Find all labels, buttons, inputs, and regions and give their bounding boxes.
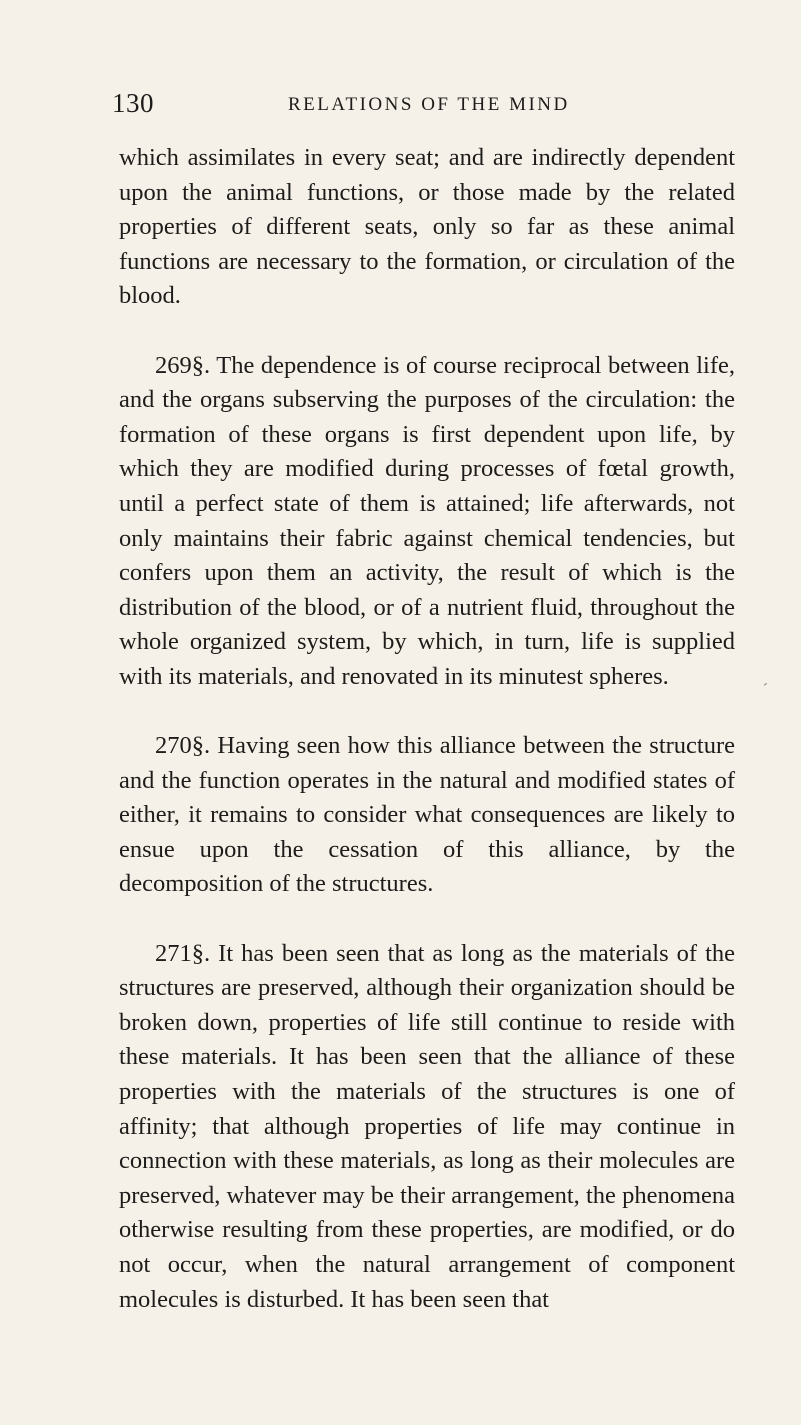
- paragraph-section-271: [119, 937, 735, 1318]
- section-number: 271§.: [155, 939, 211, 967]
- paragraph-text: Having seen how this alliance between the structure and the function operates in the natural and modified states of either, it remains to consider what consequences are likely to ensue upon the cessation of this alliance, by the decomposition of the structures.: [119, 732, 736, 898]
- section-number: 269§.: [155, 351, 211, 379]
- running-title: RELATIONS OF THE MIND: [288, 94, 570, 115]
- paragraph-section-269: [119, 349, 735, 695]
- paragraph-text: which assimilates in every seat; and are indirectly dependent upon the animal functions, or those made by the related properties of different seats, only so far as these animal functions are necessary to the formation, or circulation of the blood.: [119, 144, 735, 310]
- paragraph-text: The dependence is of course reciprocal between life, and the organs subserving the purposes of the circulation: the formation of these organs is first dependent upon life, by which they are modified during processes of fœtal growth, until a perfect state of them is attained; life afterwards, not only maintains their fabric against chemical tendencies, but confers upon them an activity, the result of which is the distribution of the blood, or of a nutrient fluid, throughout the whole organized system, by which, in turn, life is supplied with its materials, and renovated in its minutest spheres.: [119, 351, 735, 690]
- body-text: [119, 141, 735, 1317]
- running-header: [112, 88, 732, 124]
- page-number: 130: [112, 88, 154, 118]
- section-number: 270§.: [155, 732, 211, 760]
- paragraph-text: It has been seen that as long as the materials of the structures are preserved, although their organization should be broken down, properties of life still continue to reside with these materials. It has been seen that the alliance of these properties with the materials of the structures is one of affinity; that although properties of life may continue in connection with these materials, as long as their molecules are preserved, whatever may be their arrangement, the phenomena otherwise resulting from these properties, are modified, or do not occur, when the natural arrangement of component molecules is disturbed. It has been seen that: [119, 939, 735, 1313]
- paragraph-section-270: [119, 729, 735, 902]
- margin-mark: ˊ: [763, 682, 768, 697]
- paragraph-continuation: [119, 141, 735, 314]
